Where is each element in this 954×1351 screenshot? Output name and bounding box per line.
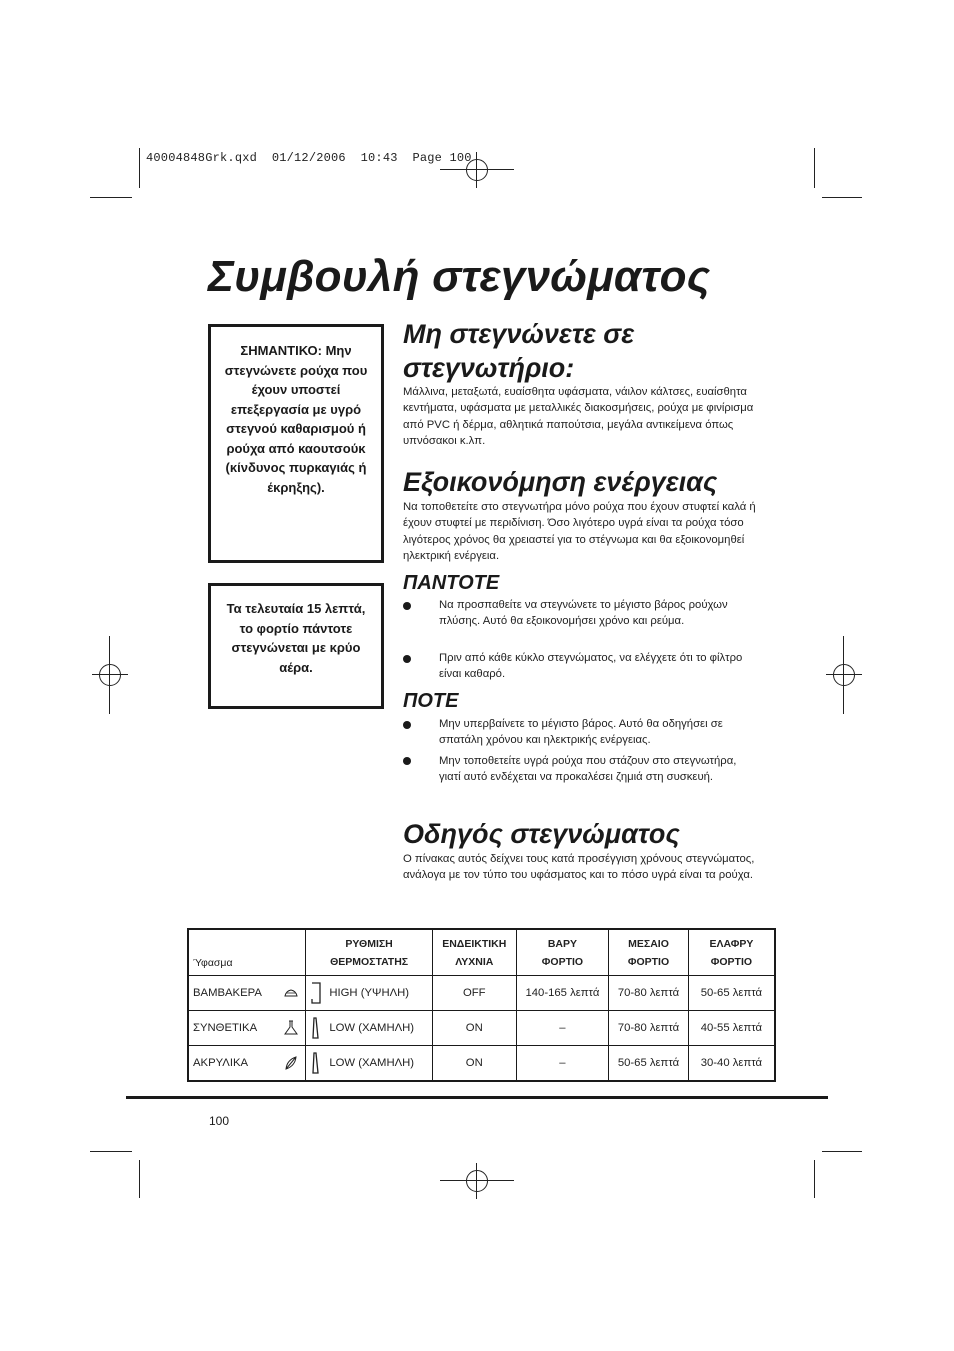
no-dry-heading: Μη στεγνώνετε σε στεγνωτήριο: [403, 319, 635, 383]
info-text: Τα τελευταία 15 λεπτά, το φορτίο πάντοτε στεγνώνεται με κρύο αέρα. [226, 601, 366, 675]
drying-guide-table [187, 928, 776, 1082]
lamp-value: OFF [432, 976, 516, 1011]
heavy-load-time: 140-165 λεπτά [516, 976, 608, 1011]
page-number: 100 [209, 1114, 230, 1128]
never-item-2: Μην τοποθετείτε υγρά ρούχα που στάζουν στο στεγνωτήρα, γιατί αυτό ενδέχεται να προκαλέσει ζημιά στη συσκευή. [439, 755, 737, 784]
footer-rule [126, 1096, 828, 1099]
crop-mark [440, 1180, 514, 1181]
crop-mark [90, 197, 132, 198]
thermostat-value: LOW (ΧΑΜΗΛΗ) [329, 1056, 415, 1069]
cotton-icon [283, 985, 299, 1001]
table-row [188, 976, 775, 1011]
energy-heading: Εξοικονόμηση ενέργειας [403, 467, 718, 497]
header-lamp: ΕΝΔΕΙΚΤΙΚΗ ΛΥΧΝΙΑ [432, 929, 516, 976]
medium-load-time: 70-80 λεπτά [609, 1011, 689, 1046]
always-item-2: Πριν από κάθε κύκλο στεγνώματος, να ελέγχετε ότι το φίλτρο είναι καθαρό. [439, 652, 743, 681]
always-heading: ΠΑΝΤΟΤΕ [403, 572, 500, 594]
fabric-name: ΣΥΝΘΕΤΙΚΑ [193, 1022, 258, 1034]
crop-mark [822, 1151, 862, 1152]
crop-mark [822, 197, 862, 198]
thermostat-high-icon [310, 982, 322, 1004]
crop-mark [109, 636, 110, 714]
light-load-time: 30-40 λεπτά [688, 1046, 775, 1082]
acrylic-icon [283, 1055, 299, 1071]
header-light-load: ΕΛΑΦΡΥ ΦΟΡΤΙΟ [688, 929, 775, 976]
thermostat-value: LOW (ΧΑΜΗΛΗ) [329, 1021, 415, 1034]
warning-box [208, 324, 384, 563]
always-item-1: Να προσπαθείτε να στεγνώνετε το μέγιστο βάρος ρούχων πλύσης. Αυτό θα εξοικονομήσει χρόνο και ρεύμα. [439, 599, 728, 628]
header-heavy-load: ΒΑΡΥ ΦΟΡΤΙΟ [516, 929, 608, 976]
crop-mark [843, 636, 844, 714]
registration-mark-bottom [459, 1163, 495, 1199]
crop-mark [440, 169, 514, 170]
energy-text: Να τοποθετείτε στο στεγνωτήρα μόνο ρούχα που έχουν στυφτεί καλά ή έχουν στυφτεί με περιδίνιση. Όσο λιγότερο υγρά είναι τα ρούχα τόσο λιγότερος χρόνος θα χρειαστεί για το στέγνωμα και θα εξοικονομηθεί ηλεκτρική ενέργεια. [403, 501, 756, 562]
light-load-time: 50-65 λεπτά [688, 976, 775, 1011]
fabric-name: ΒΑΜΒΑΚΕΡΑ [193, 987, 262, 999]
thermostat-low-icon [310, 1017, 322, 1039]
crop-mark [814, 148, 815, 188]
page-title: Συμβουλή στεγνώματος [208, 252, 711, 301]
crop-mark [139, 148, 140, 188]
bullet-icon [403, 721, 411, 729]
file-slug: 40004848Grk.qxd 01/12/2006 10:43 Page 100 [146, 151, 472, 165]
medium-load-time: 70-80 λεπτά [609, 976, 689, 1011]
warning-text: ΣΗΜΑΝΤΙΚΟ: Μην στεγνώνετε ρούχα που έχουν υποστεί επεξεργασία με υγρό στεγνού καθαρισμού ή ρούχα από καουτσούκ (κίνδυνος πυρκαγιάς ή έκρηξης). [224, 343, 368, 495]
crop-mark [139, 1160, 140, 1198]
never-item-1: Μην υπερβαίνετε το μέγιστο βάρος. Αυτό θα οδηγήσει σε σπατάλη χρόνου και ηλεκτρικής ενέργειας. [439, 718, 723, 747]
header-fabric: Ύφασμα [188, 929, 306, 976]
header-thermostat: ΡΥΘΜΙΣΗ ΘΕΡΜΟΣΤΑΤΗΣ [306, 929, 433, 976]
lamp-value: ON [432, 1011, 516, 1046]
crop-mark [90, 1151, 132, 1152]
medium-load-time: 50-65 λεπτά [609, 1046, 689, 1082]
info-box [208, 583, 384, 709]
no-dry-text: Μάλλινα, μεταξωτά, ευαίσθητα υφάσματα, νάιλον κάλτσες, ευαίσθητα κεντήματα, υφάσματα με μεταλλικές διακοσμήσεις, ρούχα με φινίρισμα από PVC ή δέρμα, αθλητικά παπούτσια, μεγάλα αντικείμενα όπως υπνόσακοι κ.λπ. [403, 386, 754, 447]
bullet-icon [403, 757, 411, 765]
thermostat-low-icon [310, 1052, 322, 1074]
guide-text: Ο πίνακας αυτός δείχνει τους κατά προσέγγιση χρόνους στεγνώματος, ανάλογα με τον τύπο του υφάσματος και το πόσο υγρά είναι τα ρούχα. [403, 853, 755, 882]
registration-mark-right [826, 657, 862, 693]
header-medium-load: ΜΕΣΑΙΟ ΦΟΡΤΙΟ [609, 929, 689, 976]
thermostat-value: HIGH (ΥΨΗΛΗ) [329, 986, 410, 999]
table-row [188, 1046, 775, 1082]
table-row [188, 1011, 775, 1046]
light-load-time: 40-55 λεπτά [688, 1011, 775, 1046]
registration-mark-left [92, 657, 128, 693]
table-header-row [188, 929, 775, 976]
heavy-load-time: – [516, 1011, 608, 1046]
crop-mark [814, 1160, 815, 1198]
bullet-icon [403, 655, 411, 663]
lamp-value: ON [432, 1046, 516, 1082]
never-heading: ΠΟΤΕ [403, 690, 459, 712]
heavy-load-time: – [516, 1046, 608, 1082]
synthetic-icon [283, 1020, 299, 1036]
bullet-icon [403, 602, 411, 610]
fabric-name: ΑΚΡΥΛΙΚΑ [193, 1057, 249, 1069]
guide-heading: Οδηγός στεγνώματος [403, 819, 680, 849]
